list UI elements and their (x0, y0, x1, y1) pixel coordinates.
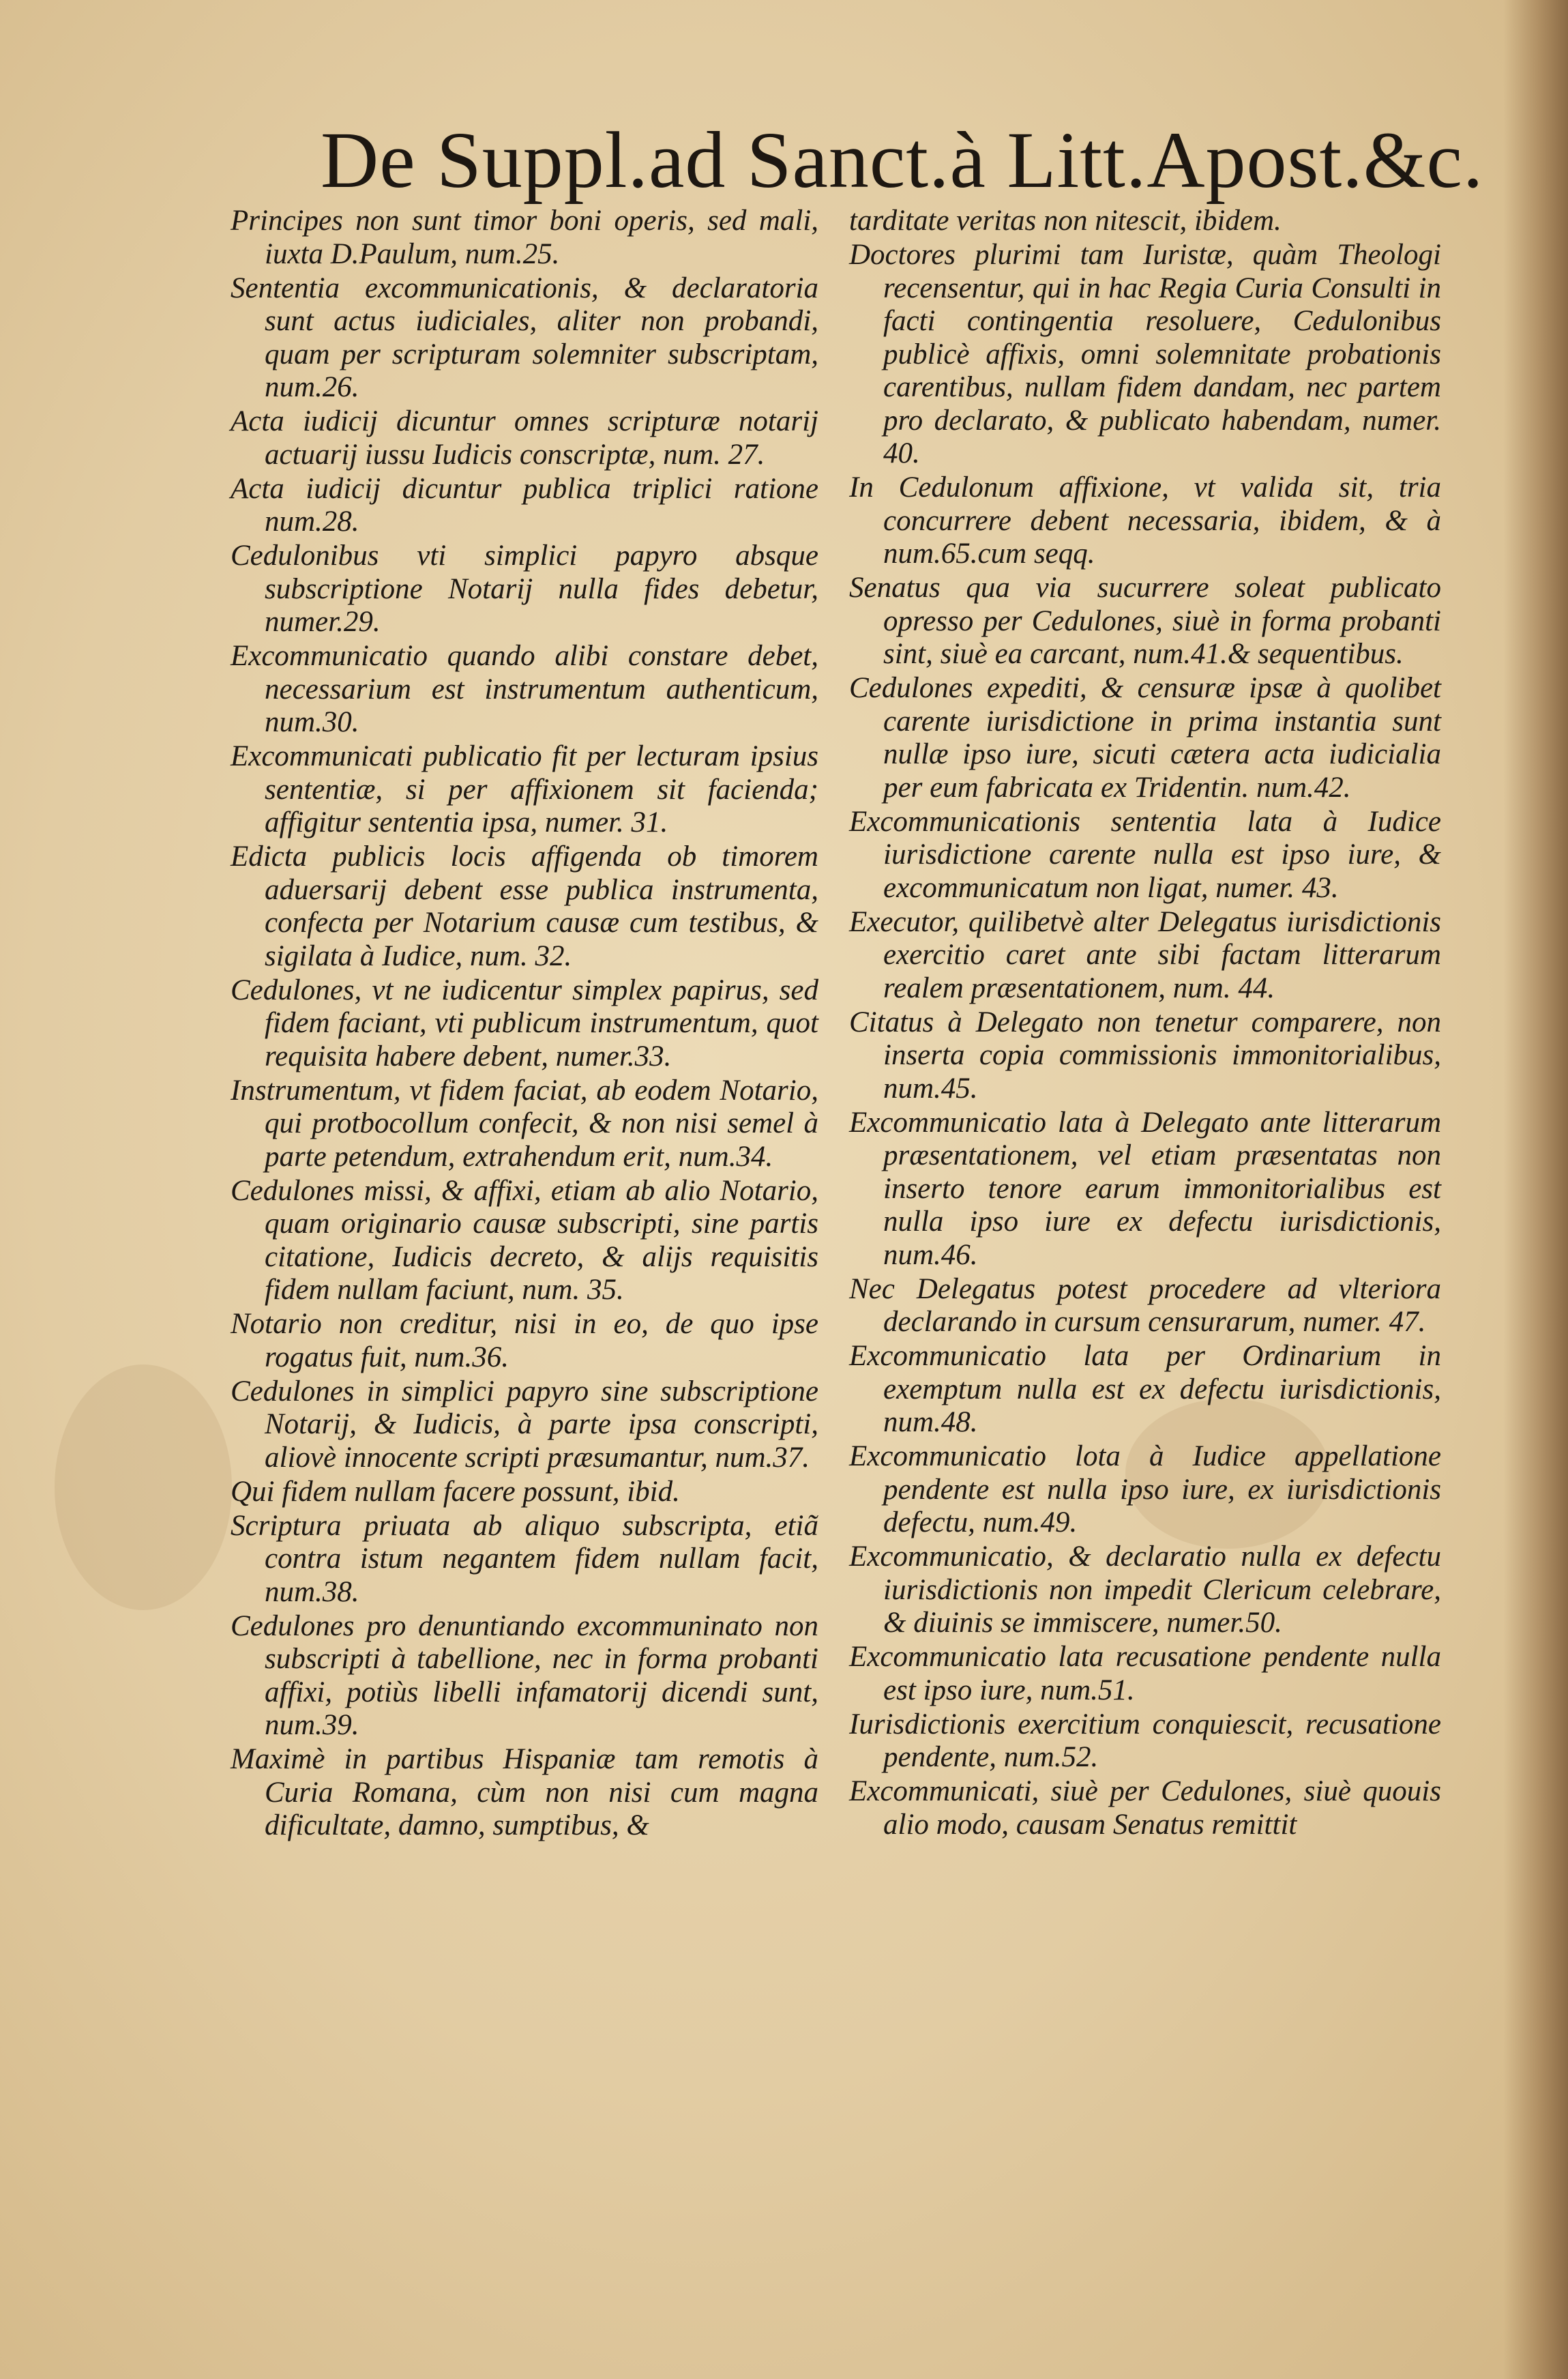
page-gutter-shadow (1503, 0, 1568, 2379)
index-entry: Cedulones expediti, & censuræ ipsæ à quolibet carente iurisdictione in prima instantia sunt nullæ ipso iure, sicuti cætera acta iudicialia per eum fabricata ex Tridentin. num.42. (849, 672, 1441, 804)
index-entry: Iurisdictionis exercitium conquiescit, recusatione pendente, num.52. (849, 1708, 1441, 1773)
index-entry: Executor, quilibetvè alter Delegatus iurisdictionis exercitio caret ante sibi factam litterarum realem præsentationem, num. 44. (849, 905, 1441, 1004)
index-entry: Scriptura priuata ab aliquo subscripta, etiã contra istum negantem fidem nullam facit, num.38. (231, 1509, 818, 1608)
index-entry: Cedulonibus vti simplici papyro absque subscriptione Notarij nulla fides debetur, numer.29. (231, 540, 818, 638)
index-entry: Excommunicatio lata per Ordinarium in exemptum nulla est ex defectu iurisdictionis, num.48. (849, 1340, 1441, 1438)
index-entry: Maximè in partibus Hispaniæ tam remotis à Curia Romana, cùm non nisi cum magna dificultate, damno, sumptibus, & (231, 1743, 818, 1841)
index-entry: Notario non creditur, nisi in eo, de quo ipse rogatus fuit, num.36. (231, 1308, 818, 1373)
index-entry: Excommunicatio quando alibi constare debet, necessarium est instrumentum authenticum, num.30. (231, 640, 818, 738)
index-entry: Instrumentum, vt fidem faciat, ab eodem Notario, qui protbocollum confecit, & non nisi semel à parte petendum, extrahendum erit, num.34. (231, 1074, 818, 1173)
index-entry: Cedulones, vt ne iudicentur simplex papirus, sed fidem faciant, vti publicum instrumentum, quot requisita habere debent, numer.33. (231, 974, 818, 1072)
index-entry: Acta iudicij dicuntur publica triplici ratione num.28. (231, 472, 818, 538)
index-entry: Acta iudicij dicuntur omnes scripturæ notarij actuarij iussu Iudicis conscriptæ, num. 27. (231, 405, 818, 471)
index-column-right (849, 205, 1441, 1843)
index-entry: Cedulones in simplici papyro sine subscriptione Notarij, & Iudicis, à parte ipsa conscripti, aliovè innocente scripti præsumantur, num.37. (231, 1375, 818, 1474)
index-entry: Nec Delegatus potest procedere ad vlteriora declarando in cursum censurarum, numer. 47. (849, 1272, 1441, 1338)
index-entry: Sententia excommunicationis, & declaratoria sunt actus iudiciales, aliter non probandi, quam per scripturam solemniter subscriptam, num.26. (231, 272, 818, 403)
index-entry: Edicta publicis locis affigenda ob timorem aduersarij debent esse publica instrumenta, confecta per Notarium causæ cum testibus, & sigilata à Iudice, num. 32. (231, 841, 818, 972)
index-entry: Excommunicati publicatio fit per lecturam ipsius sententiæ, si per affixionem sit facienda; affigitur sententia ipsa, numer. 31. (231, 740, 818, 838)
index-entry: Excommunicationis sententia lata à Iudice iurisdictione carente nulla est ipso iure, & excommunicatum non ligat, numer. 43. (849, 805, 1441, 904)
index-entry: Doctores plurimi tam Iuristæ, quàm Theologi recensentur, qui in hac Regia Curia Consulti in facti contingentia resoluere, Cedulonibus publicè affixis, omni solemnitate probationis carentibus, nullam fidem dandam, nec partem pro declarato, & publicato habendam, numer. 40. (849, 239, 1441, 469)
index-entry: Excommunicati, siuè per Cedulones, siuè quouis alio modo, causam Senatus remittit (849, 1775, 1441, 1841)
index-entry: Excommunicatio lata à Delegato ante litterarum præsentationem, vel etiam præsentatas non inserto tenore earum immonitorialibus est nulla ipso iure ex defectu iurisdictionis, num.46. (849, 1106, 1441, 1271)
index-entry: Cedulones missi, & affixi, etiam ab alio Notario, quam originario causæ subscripti, sine partis citatione, Iudicis decreto, & alijs requisitis fidem nullam faciunt, num. 35. (231, 1174, 818, 1306)
index-entry: Citatus à Delegato non tenetur comparere, non inserta copia commissionis immonitorialibus, num.45. (849, 1006, 1441, 1105)
index-entry: In Cedulonum affixione, vt valida sit, tria concurrere debent necessaria, ibidem, & à num.65.cum seqq. (849, 471, 1441, 570)
index-entry: Excommunicatio, & declaratio nulla ex defectu iurisdictionis non impedit Clericum celebrare, & diuinis se immiscere, numer.50. (849, 1541, 1441, 1639)
index-entry: Excommunicatio lata recusatione pendente nulla est ipso iure, num.51. (849, 1641, 1441, 1706)
index-entry: Qui fidem nullam facere possunt, ibid. (231, 1475, 680, 1508)
index-entry: Cedulones pro denuntiando excommuninato non subscripti à tabellione, nec in forma probanti affixi, potiùs libelli infamatorij dicendi sunt, num.39. (231, 1609, 818, 1741)
paper-stain (55, 1364, 232, 1610)
index-column-left (231, 205, 818, 1843)
index-entry: Senatus qua via sucurrere soleat publicato opresso per Cedulones, siuè in forma probanti sint, siuè ea carcant, num.41.& sequentibus. (849, 572, 1441, 670)
index-entry: Excommunicatio lota à Iudice appellatione pendente est nulla ipso iure, ex iurisdictionis defectu, num.49. (849, 1440, 1441, 1538)
index-entry: Principes non sunt timor boni operis, sed mali, iuxta D.Paulum, num.25. (231, 205, 818, 270)
running-head: De Suppl.ad Sanct.à Litt.Apost.&c. (321, 115, 1484, 205)
index-entry: tarditate veritas non nitescit, ibidem. (849, 205, 1282, 237)
